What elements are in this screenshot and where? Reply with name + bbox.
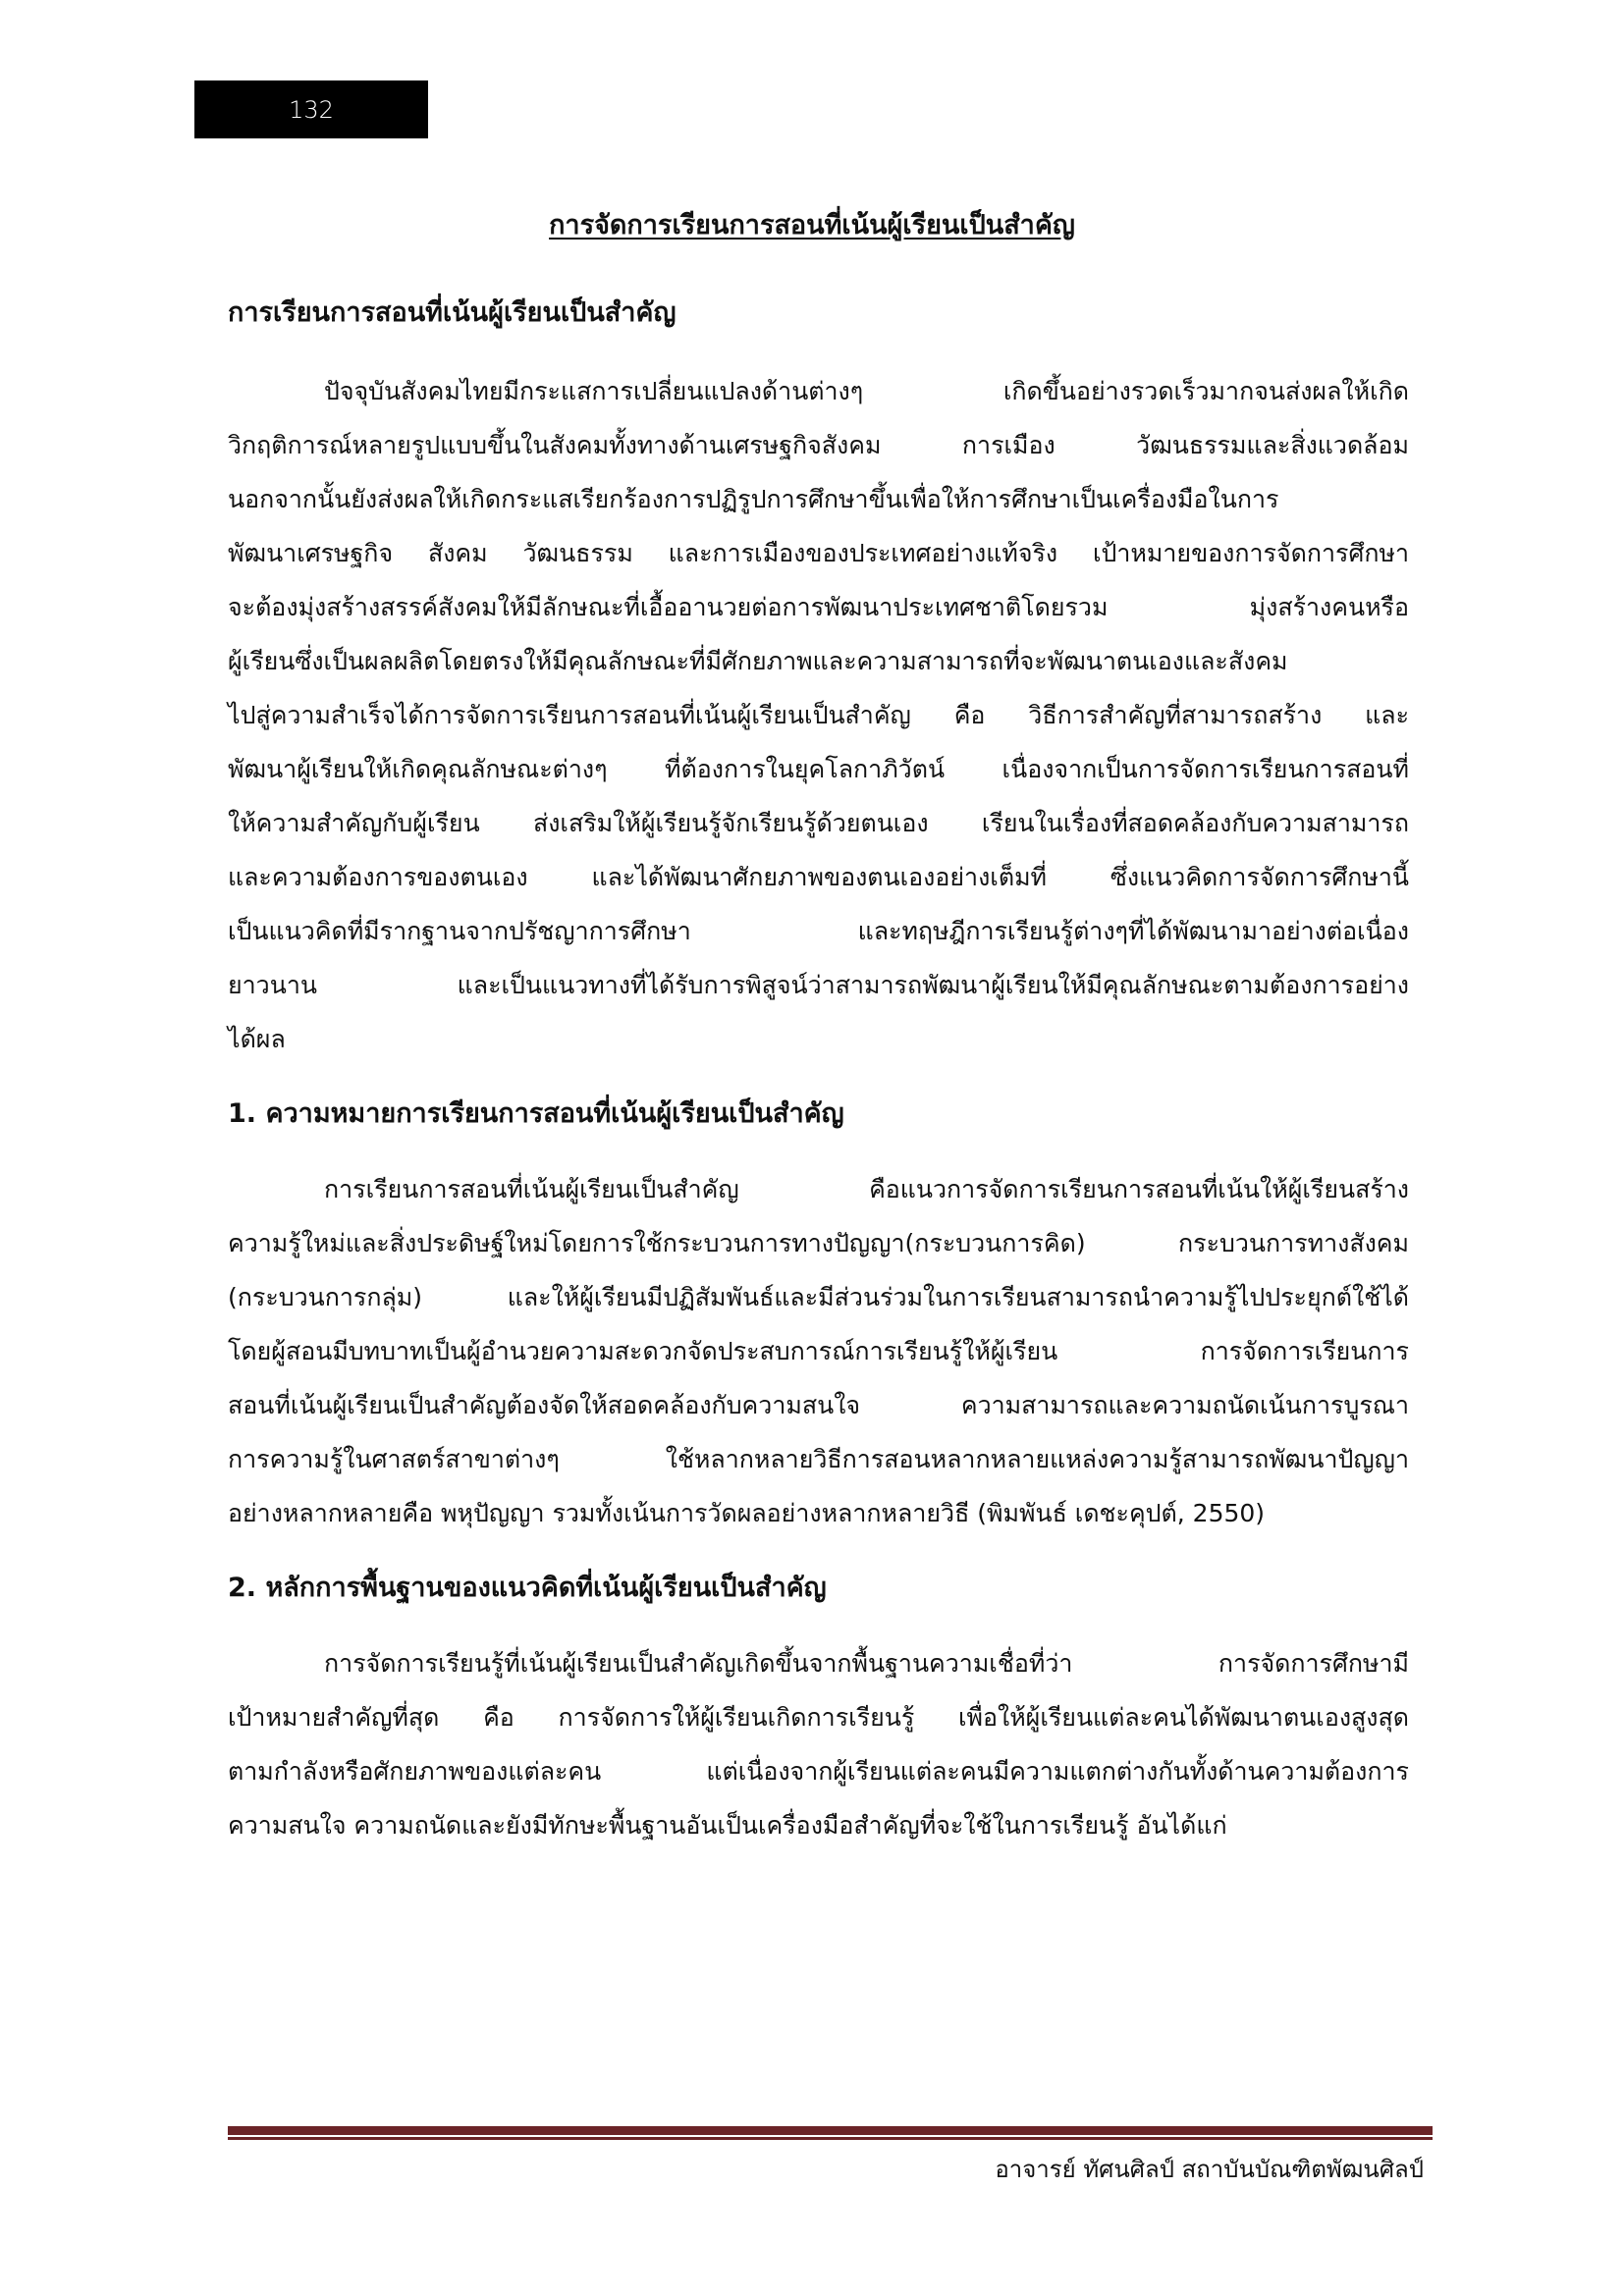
section-heading: 2. หลักการพื้นฐานของแนวคิดที่เน้นผู้เรียนเป็นสำคัญ: [228, 1573, 827, 1603]
paragraph-line: เป็นแนวคิดที่มีรากฐานจากปรัชญาการศึกษา และทฤษฎีการเรียนรู้ต่างๆที่ได้พัฒนามาอย่างต่อเนื่อง: [228, 917, 1409, 945]
paragraph-line: อย่างหลากหลายคือ พหุปัญญา รวมทั้งเน้นการวัดผลอย่างหลากหลายวิธี (พิมพันธ์ เดชะคุปต์, 2550): [228, 1499, 1266, 1527]
footer-rule-thin: [228, 2137, 1433, 2140]
document-title: การจัดการเรียนการสอนที่เน้นผู้เรียนเป็นสำคัญ: [549, 210, 1075, 240]
section-heading: การเรียนการสอนที่เน้นผู้เรียนเป็นสำคัญ: [228, 297, 677, 328]
paragraph-line: เป้าหมายสำคัญที่สุด คือ การจัดการให้ผู้เรียนเกิดการเรียนรู้ เพื่อให้ผู้เรียนแต่ละคนได้พัฒนาตนเองสูงสุด: [228, 1703, 1409, 1732]
paragraph-line: ไปสู่ความสำเร็จได้การจัดการเรียนการสอนที่เน้นผู้เรียนเป็นสำคัญ คือ วิธีการสำคัญที่สามารถสร้าง และ: [228, 701, 1409, 729]
paragraph-line: ผู้เรียนซึ่งเป็นผลผลิตโดยตรงให้มีคุณลักษณะที่มีศักยภาพและความสามารถที่จะพัฒนาตนเองและสังคม: [228, 647, 1288, 675]
section-heading: 1. ความหมายการเรียนการสอนที่เน้นผู้เรียนเป็นสำคัญ: [228, 1098, 844, 1129]
page-number: 132: [289, 95, 334, 124]
paragraph-line: และความต้องการของตนเอง และได้พัฒนาศักยภาพของตนเองอย่างเต็มที่ ซึ่งแนวคิดการจัดการศึกษานี้: [228, 863, 1409, 891]
paragraph-line: ตามกำลังหรือศักยภาพของแต่ละคน แต่เนื่องจากผู้เรียนแต่ละคนมีความแตกต่างกันทั้งด้านความต้องการ: [228, 1757, 1409, 1786]
paragraph-line: พัฒนาเศรษฐกิจ สังคม วัฒนธรรม และการเมืองของประเทศอย่างแท้จริง เป้าหมายของการจัดการศึกษา: [228, 539, 1409, 567]
paragraph-line: ได้ผล: [228, 1025, 286, 1053]
paragraph-line: การเรียนการสอนที่เน้นผู้เรียนเป็นสำคัญ คือแนวการจัดการเรียนการสอนที่เน้นให้ผู้เรียนสร้าง: [324, 1175, 1409, 1203]
paragraph-line: นอกจากนั้นยังส่งผลให้เกิดกระแสเรียกร้องการปฏิรูปการศึกษาขึ้นเพื่อให้การศึกษาเป็นเครื่องมือในการ: [228, 485, 1279, 513]
paragraph-line: โดยผู้สอนมีบทบาทเป็นผู้อำนวยความสะดวกจัดประสบการณ์การเรียนรู้ให้ผู้เรียน การจัดการเรียนการ: [228, 1337, 1409, 1365]
paragraph-line: (กระบวนการกลุ่ม) และให้ผู้เรียนมีปฏิสัมพันธ์และมีส่วนร่วมในการเรียนสามารถนำความรู้ไปประยุกต์ใช้ได้: [228, 1283, 1409, 1311]
paragraph-line: ความสนใจ ความถนัดและยังมีทักษะพื้นฐานอันเป็นเครื่องมือสำคัญที่จะใช้ในการเรียนรู้ อันได้แก่: [228, 1811, 1227, 1840]
paragraph-line: ยาวนาน และเป็นแนวทางที่ได้รับการพิสูจน์ว่าสามารถพัฒนาผู้เรียนให้มีคุณลักษณะตามต้องการอย่าง: [228, 971, 1409, 999]
paragraph-line: การความรู้ในศาสตร์สาขาต่างๆ ใช้หลากหลายวิธีการสอนหลากหลายแหล่งความรู้สามารถพัฒนาปัญญา: [228, 1445, 1409, 1473]
paragraph-line: ปัจจุบันสังคมไทยมีกระแสการเปลี่ยนแปลงด้านต่างๆ เกิดขึ้นอย่างรวดเร็วมากจนส่งผลให้เกิด: [324, 377, 1409, 405]
paragraph-line: ความรู้ใหม่และสิ่งประดิษฐ์ใหม่โดยการใช้กระบวนการทางปัญญา(กระบวนการคิด) กระบวนการทางสังคม: [228, 1229, 1409, 1257]
paragraph-line: พัฒนาผู้เรียนให้เกิดคุณลักษณะต่างๆ ที่ต้องการในยุคโลกาภิวัตน์ เนื่องจากเป็นการจัดการเรียนการสอนที่: [228, 755, 1409, 783]
paragraph-line: วิกฤติการณ์หลายรูปแบบขึ้นในสังคมทั้งทางด้านเศรษฐกิจสังคม การเมือง วัฒนธรรมและสิ่งแวดล้อม: [228, 431, 1409, 459]
footer-rule: [228, 2126, 1433, 2135]
paragraph-line: การจัดการเรียนรู้ที่เน้นผู้เรียนเป็นสำคัญเกิดขึ้นจากพื้นฐานความเชื่อที่ว่า การจัดการศึกษามี: [324, 1649, 1409, 1678]
paragraph-line: ให้ความสำคัญกับผู้เรียน ส่งเสริมให้ผู้เรียนรู้จักเรียนรู้ด้วยตนเอง เรียนในเรื่องที่สอดคล้องกับความสามารถ: [228, 809, 1409, 837]
paragraph-line: สอนที่เน้นผู้เรียนเป็นสำคัญต้องจัดให้สอดคล้องกับความสนใจ ความสามารถและความถนัดเน้นการบูรณา: [228, 1391, 1409, 1419]
page-number-box: [194, 80, 428, 138]
paragraph-line: จะต้องมุ่งสร้างสรรค์สังคมให้มีลักษณะที่เอื้ออานวยต่อการพัฒนาประเทศชาติโดยรวม มุ่งสร้างคนหรือ: [228, 593, 1409, 621]
footer-author-institution: อาจารย์ ทัศนศิลป์ สถาบันบัณฑิตพัฒนศิลป์: [995, 2156, 1424, 2183]
